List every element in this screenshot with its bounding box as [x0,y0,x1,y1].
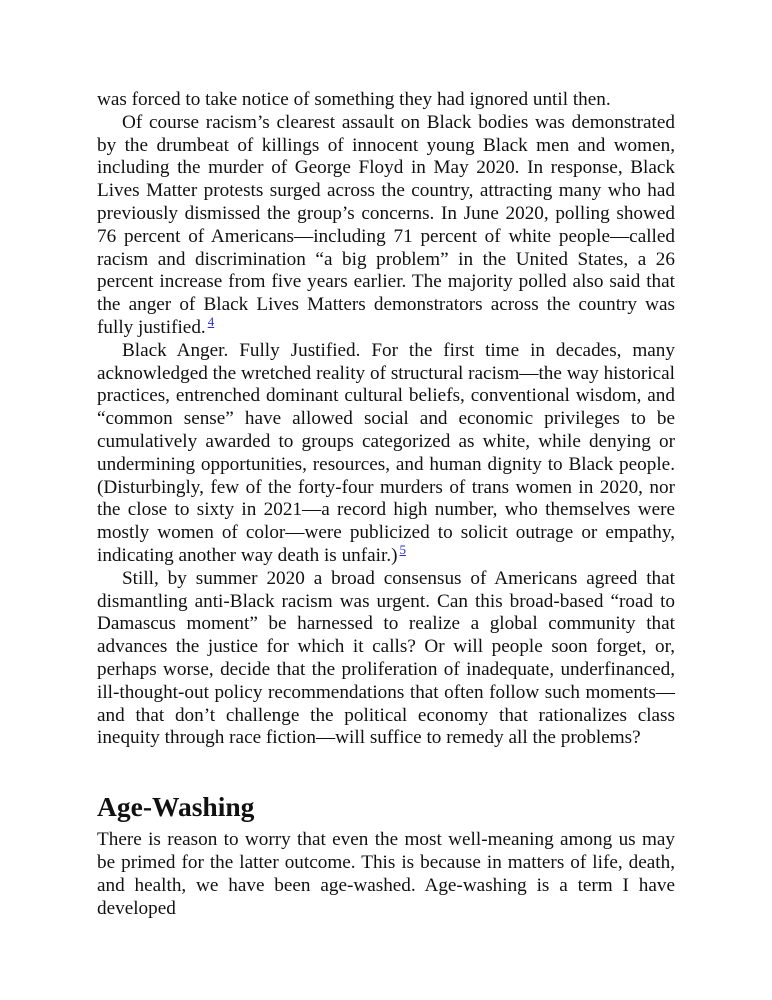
paragraph-broad-consensus: Still, by summer 2020 a broad consensus of Americans agreed that dismantling anti-Black racism was urgent. Can this broad-based “road to Damascus moment” be harnessed to realize a global community that advances the justice for which it calls? Or will people soon forget, or, perhaps worse, decide that the proliferation of inadequate, underfinanced, ill-thought-out policy recommendations that often follow such moments—and that don’t challenge the political economy that rationalizes class inequity through race fiction—will suffice to remedy all the problems? [97,567,675,749]
paragraph-continuation: was forced to take notice of something they had ignored until then. [97,89,611,110]
document-page [97,89,675,920]
paragraph-black-anger [97,340,675,568]
paragraph-text: Black Anger. Fully Justified. For the first time in decades, many acknowledged the wretched reality of structural racism—the way historical practices, entrenched dominant cultural beliefs, conventional wisdom, and “common sense” have allowed social and economic privileges to be cumulatively awarded to groups categorized as white, while denying or undermining opportunities, resources, and human dignity to Black people. (Disturbingly, few of the forty-four murders of trans women in 2020, nor the close to sixty in 2021—a record high number, who themselves were mostly women of color—were publicized to solicit outrage or empathy, indicating another way death is unfair.) [97,339,675,566]
section-heading: Age-Washing [97,791,255,823]
paragraph-text: Of course racism’s clearest assault on Black bodies was demonstrated by the drumbeat of killings of innocent young Black men and women, including the murder of George Floyd in May 2020. In response, Black Lives Matter protests surged across the country, attracting many who had previously dismissed the group’s concerns. In June 2020, polling showed 76 percent of Americans—including 71 percent of white people—called racism and discrimination “a big problem” in the United States, a 26 percent increase from five years earlier. The majority polled also said that the anger of Black Lives Matters demonstrators across the country was fully justified. [97,111,675,338]
paragraph-george-floyd [97,112,675,340]
footnote-link-5[interactable]: 5 [399,541,407,557]
footnote-link-4[interactable]: 4 [207,313,215,329]
paragraph-age-washing: There is reason to worry that even the most well-meaning among us may be primed for the latter outcome. This is because in matters of life, death, and health, we have been age-washed. Age-washing is a term I have developed [97,829,675,919]
